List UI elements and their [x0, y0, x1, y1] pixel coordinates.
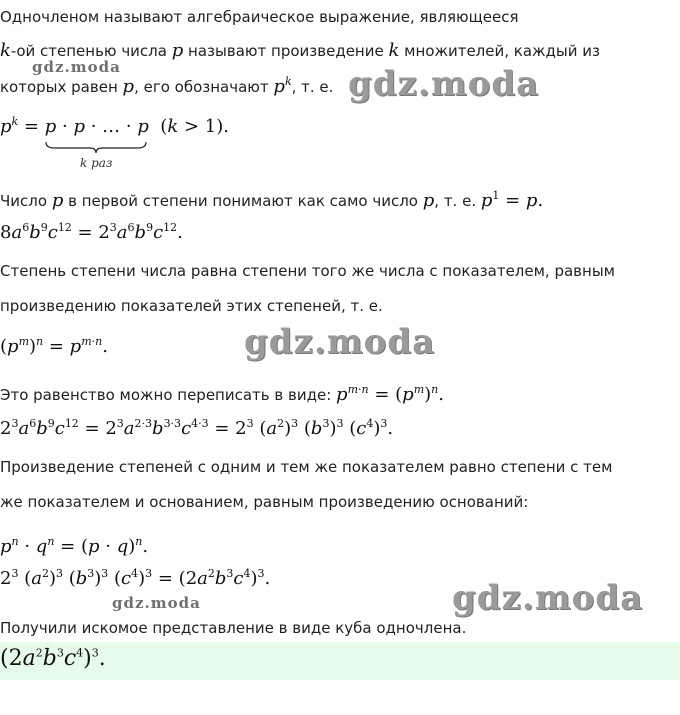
watermark-small-bottom: gdz.moda: [112, 594, 201, 612]
product-rule-line-2: же показателем и основанием, равным произведению оснований:: [0, 493, 529, 511]
conclusion-line: Получили искомое представление в виде куба одночлена.: [0, 619, 467, 637]
underbrace: [44, 140, 148, 154]
formula-transform: $2^3a^6b^9c^{12} = 2^3a^{2\cdot 3}b^{3\cdot 3}c^{4\cdot 3} = 2^3$ $(a^2)^3$ $(b^3)^3$ $(c^4)^3$.: [0, 417, 394, 439]
definition-line-3: которых равен p, его обозначают $p^k$, т. е.: [0, 75, 334, 97]
formula-monomial: $8a^6b^9c^{12} = 2^3a^6b^9c^{12}$.: [0, 221, 183, 243]
formula-power-of-power: $(p^m)^n = p^{m\cdot n}$.: [0, 335, 108, 357]
watermark-large-bottom: gdz.moda: [452, 578, 644, 618]
formula-answer: $(2a^2b^3c^4)^3$.: [0, 646, 106, 671]
formula-product-rule: $p^n \cdot q^n = (p \cdot q)^n$.: [0, 535, 149, 557]
watermark-small-top: gdz.moda: [32, 58, 121, 76]
formula-pk: $p^k = p \cdot p$ · … · p (k > 1).: [0, 115, 229, 137]
underbrace-label: k раз: [80, 156, 113, 170]
watermark-large-middle: gdz.moda: [244, 322, 436, 362]
definition-line-1: Одночленом называют алгебраическое выражение, являющееся: [0, 8, 519, 26]
power-of-power-line-1: Степень степени числа равна степени того же числа с показателем, равным: [0, 262, 615, 280]
formula-result: $2^3$ $(a^2)^3$ $(b^3)^3$ $(c^4)^3 = (2a^2b^3c^4)^3$.: [0, 567, 271, 589]
definition-line-2: k-ой степенью числа p называют произведение k множителей, каждый из: [0, 40, 601, 61]
first-power-line: Число p в первой степени понимают как само число p, т. е. $p^1 = p$.: [0, 189, 544, 211]
power-of-power-line-2: произведению показателей этих степеней, т. е.: [0, 297, 383, 315]
watermark-large-top: gdz.moda: [348, 64, 540, 104]
rewrite-line: Это равенство можно переписать в виде: $p^{m\cdot n} = (p^m)^n$.: [0, 383, 444, 405]
product-rule-line-1: Произведение степеней с одним и тем же показателем равно степени с тем: [0, 458, 613, 476]
